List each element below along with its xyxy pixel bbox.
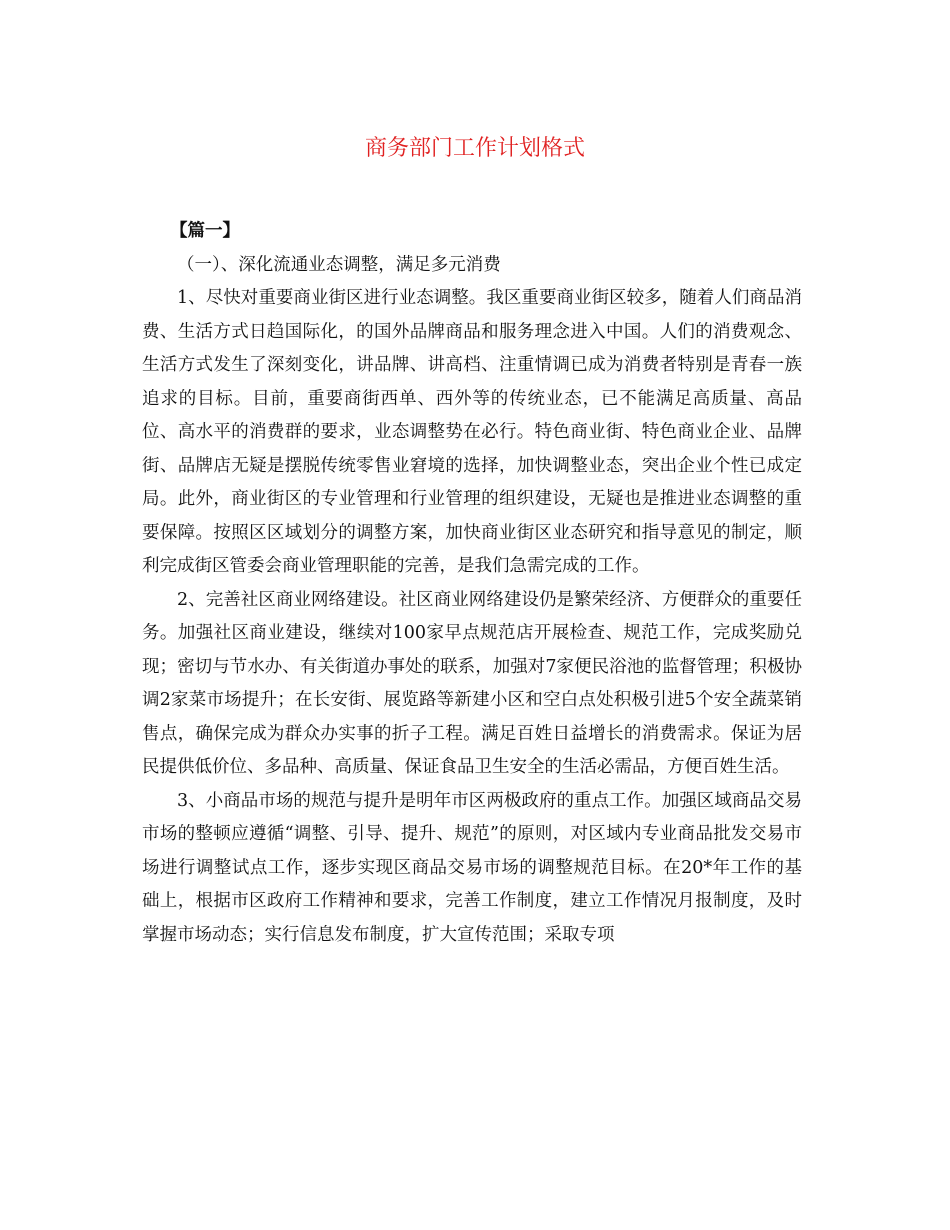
subheading: （一）、深化流通业态调整，满足多元消费 bbox=[177, 254, 501, 275]
paragraph-3: 3、小商品市场的规范与提升是明年市区两极政府的重点工作。加强区域商品交易市场的整顿应遵循“调整、引导、提升、规范”的原则，对区域内专业商品批发交易市场进行调整试点工作，逐步实现区商品交易市场的调整规范目标。在20*年工作的基础上，根据市区政府工作精神和要求，完善工作制度，建立工作情况月报制度，及时掌握市场动态；实行信息发布制度，扩大宣传范围；采取专项 bbox=[142, 790, 802, 945]
section-label: 【篇一】 bbox=[170, 221, 240, 241]
paragraph-1: 1、尽快对重要商业街区进行业态调整。我区重要商业街区较多，随着人们商品消费、生活方式日趋国际化，的国外品牌商品和服务理念进入中国。人们的消费观念、生活方式发生了深刻变化，讲品牌、讲高档、注重情调已成为消费者特别是青春一族追求的目标。目前，重要商街西单、西外等的传统业态，已不能满足高质量、高品位、高水平的消费群的要求，业态调整势在必行。特色商业街、特色商业企业、品牌街、品牌店无疑是摆脱传统零售业窘境的选择，加快调整业态，突出企业个性已成定局。此外，商业街区的专业管理和行业管理的组织建设，无疑也是推进业态调整的重要保障。按照区区域划分的调整方案，加快商业街区业态研究和指导意见的制定，顺利完成街区管委会商业管理职能的完善，是我们急需完成的工作。 bbox=[142, 288, 802, 576]
paragraph-2: 2、完善社区商业网络建设。社区商业网络建设仍是繁荣经济、方便群众的重要任务。加强社区商业建设，继续对100家早点规范店开展检查、规范工作，完成奖励兑现；密切与节水办、有关街道办事处的联系，加强对7家便民浴池的监督管理；积极协调2家菜市场提升；在长安街、展览路等新建小区和空白点处积极引进5个安全蔬菜销售点，确保完成为群众办实事的折子工程。满足百姓日益增长的消费需求。保证为居民提供低价位、多品种、高质量、保证食品卫生安全的生活必需品，方便百姓生活。 bbox=[142, 589, 802, 777]
document-body bbox=[142, 215, 802, 952]
document-title: 商务部门工作计划格式 bbox=[364, 136, 585, 161]
